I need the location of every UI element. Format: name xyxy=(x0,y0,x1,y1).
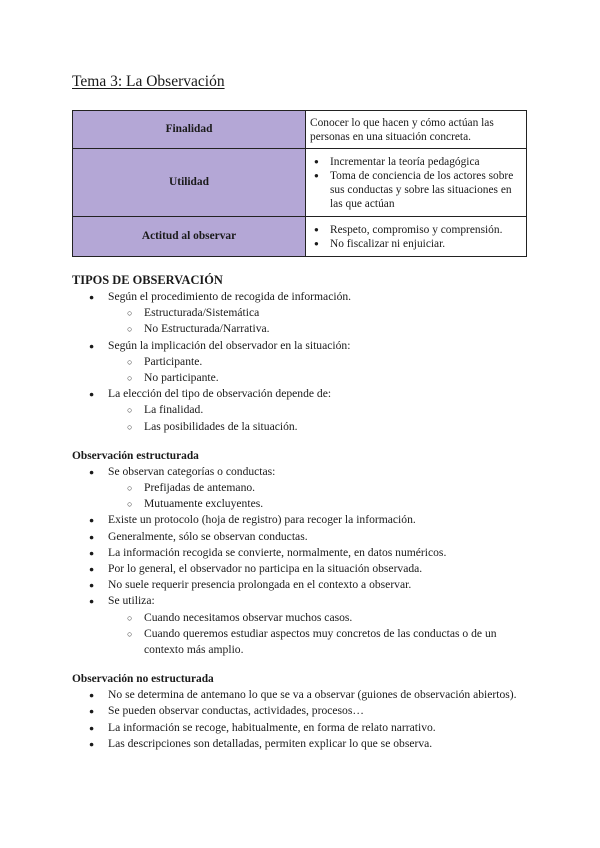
row-content-actitud xyxy=(306,217,527,257)
list-item: ● No suele requerir presencia prolongada en el contexto a observar. xyxy=(72,577,532,593)
section-heading-tipos: TIPOS DE OBSERVACIÓN xyxy=(72,273,223,287)
list-item: ● La información recogida se convierte, normalmente, en datos numéricos. xyxy=(72,545,532,561)
list-item xyxy=(72,386,532,435)
list-item: ● Existe un protocolo (hoja de registro) para recoger la información. xyxy=(72,512,532,528)
list-item xyxy=(72,464,532,513)
list-item: ● Se pueden observar conductas, actividades, procesos… xyxy=(72,703,532,719)
list-item-text: La elección del tipo de observación depende de: xyxy=(108,387,332,401)
section-heading-no-estructurada: Observación no estructurada xyxy=(72,673,214,686)
row-content-finalidad: Conocer lo que hacen y cómo actúan las personas en una situación concreta. xyxy=(306,111,527,149)
sub-list-item: ○ Mutuamente excluyentes. xyxy=(108,496,532,512)
sub-list-item: ○ No Estructurada/Narrativa. xyxy=(108,321,532,337)
list-item: ● Toma de conciencia de los actores sobre sus conductas y sobre las situaciones en las que actúan xyxy=(310,169,521,211)
list-item: ● La información se recoge, habitualmente, en forma de relato narrativo. xyxy=(72,720,532,736)
tipos-list xyxy=(72,289,532,435)
summary-table xyxy=(72,110,527,257)
sub-list-item: ○ Las posibilidades de la situación. xyxy=(108,419,532,435)
sub-list xyxy=(108,305,532,337)
list-item-text: Según la implicación del observador en la situación: xyxy=(108,338,351,352)
list-item xyxy=(72,593,532,658)
sub-list xyxy=(108,610,532,659)
table-row-actitud xyxy=(73,217,527,257)
document-body xyxy=(72,272,532,752)
sub-list-item: ○ La finalidad. xyxy=(108,402,532,418)
list-item: ● Respeto, compromiso y comprensión. xyxy=(310,223,521,237)
no-estructurada-list xyxy=(72,687,532,752)
utilidad-list xyxy=(310,155,521,211)
sub-list xyxy=(108,480,532,512)
list-item: ● No fiscalizar ni enjuiciar. xyxy=(310,237,521,251)
actitud-list xyxy=(310,223,521,251)
list-item-text: Se observan categorías o conductas: xyxy=(108,464,276,478)
row-label-utilidad: Utilidad xyxy=(73,149,306,217)
table-row-finalidad xyxy=(73,111,527,149)
sub-list xyxy=(108,402,532,434)
list-item xyxy=(72,338,532,387)
estructurada-list xyxy=(72,464,532,658)
row-label-actitud: Actitud al observar xyxy=(73,217,306,257)
sub-list-item: ○ Participante. xyxy=(108,354,532,370)
list-item: ● Generalmente, sólo se observan conductas. xyxy=(72,529,532,545)
list-item: ● Incrementar la teoría pedagógica xyxy=(310,155,521,169)
row-label-finalidad: Finalidad xyxy=(73,111,306,149)
sub-list-item: ○ Prefijadas de antemano. xyxy=(108,480,532,496)
section-heading-estructurada: Observación estructurada xyxy=(72,449,199,462)
spacer xyxy=(72,435,532,448)
sub-list-item: ○ Cuando queremos estudiar aspectos muy concretos de las conductas o de un contexto más amplio. xyxy=(108,626,532,658)
spacer xyxy=(72,658,532,671)
row-content-utilidad xyxy=(306,149,527,217)
sub-list-item: ○ Estructurada/Sistemática xyxy=(108,305,532,321)
list-item-text: Según el procedimiento de recogida de información. xyxy=(108,290,352,303)
page-title: Tema 3: La Observación xyxy=(72,73,225,90)
list-item-text: Se utiliza: xyxy=(108,594,155,608)
list-item xyxy=(72,289,532,338)
list-item: ● Las descripciones son detalladas, permiten explicar lo que se observa. xyxy=(72,736,532,752)
list-item: ● Por lo general, el observador no participa en la situación observada. xyxy=(72,561,532,577)
sub-list xyxy=(108,354,532,386)
list-item: ● No se determina de antemano lo que se va a observar (guiones de observación abiertos). xyxy=(72,687,532,703)
sub-list-item: ○ Cuando necesitamos observar muchos casos. xyxy=(108,610,532,626)
sub-list-item: ○ No participante. xyxy=(108,370,532,386)
table-row-utilidad xyxy=(73,149,527,217)
